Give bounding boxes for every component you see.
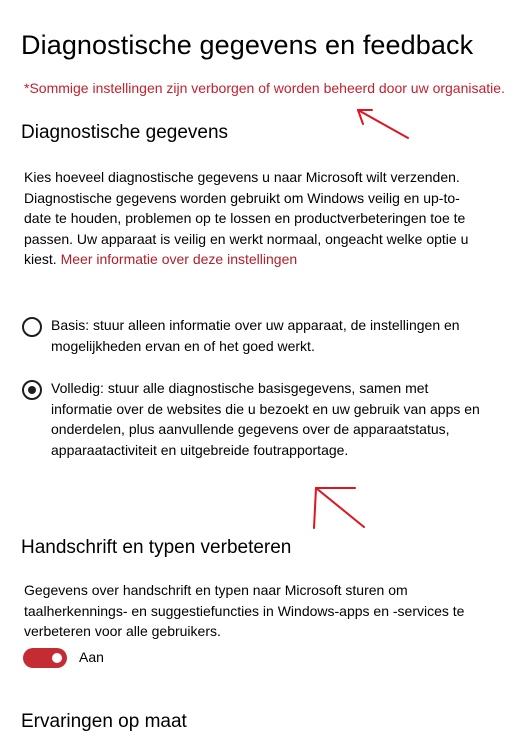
handwriting-toggle-state: Aan [79,649,104,665]
radio-button-volledig[interactable] [22,380,42,400]
managed-by-organization-notice: *Sommige instellingen zijn verborgen of worden beheerd door uw organisatie. [24,80,505,96]
diagnostics-description [24,167,476,270]
diagnostics-heading: Diagnostische gegevens [21,122,229,143]
annotation-arrow-bottom-icon [314,488,364,528]
radio-label-volledig: Volledig: stuur alle diagnostische basisgegevens, samen met informatie over de websites die u bezoekt en uw gebruik van apps en onderdelen, plus aanvullende gegevens over de apparaatstatus, apparaatactiviteit en uitgebreide foutrapportage. [51,380,480,458]
radio-option-basis[interactable] [22,317,482,359]
page-title: Diagnostische gegevens en feedback [21,30,474,60]
annotation-arrow-top-icon [358,110,408,138]
handwriting-heading: Handschrift en typen verbeteren [21,537,292,558]
handwriting-toggle-switch[interactable] [23,648,67,668]
handwriting-description: Gegevens over handschrift en typen naar Microsoft sturen om taalherkennings- en suggestiefuncties in Windows-apps en -services te verbeteren voor alle gebruikers. [24,582,465,639]
tailored-experiences-heading: Ervaringen op maat [21,711,187,732]
radio-option-volledig[interactable] [22,380,482,482]
radio-button-basis[interactable] [22,317,42,337]
radio-selected-dot [28,386,36,394]
toggle-knob [52,653,62,663]
more-info-link[interactable]: Meer informatie over deze instellingen [60,251,298,267]
radio-label-basis: Basis: stuur alleen informatie over uw apparaat, de instellingen en mogelijkheden ervan en of het goed werkt. [51,317,460,354]
diagnostics-description-text: Kies hoeveel diagnostische gegevens u naar Microsoft wilt verzenden. Diagnostische gegevens worden gebruikt om Windows veilig en up-to-date te houden, problemen op te lossen en productverbeteringen toe te passen. Uw apparaat is veilig en werkt normaal, ongeacht welke optie u kiest. [24,169,469,267]
